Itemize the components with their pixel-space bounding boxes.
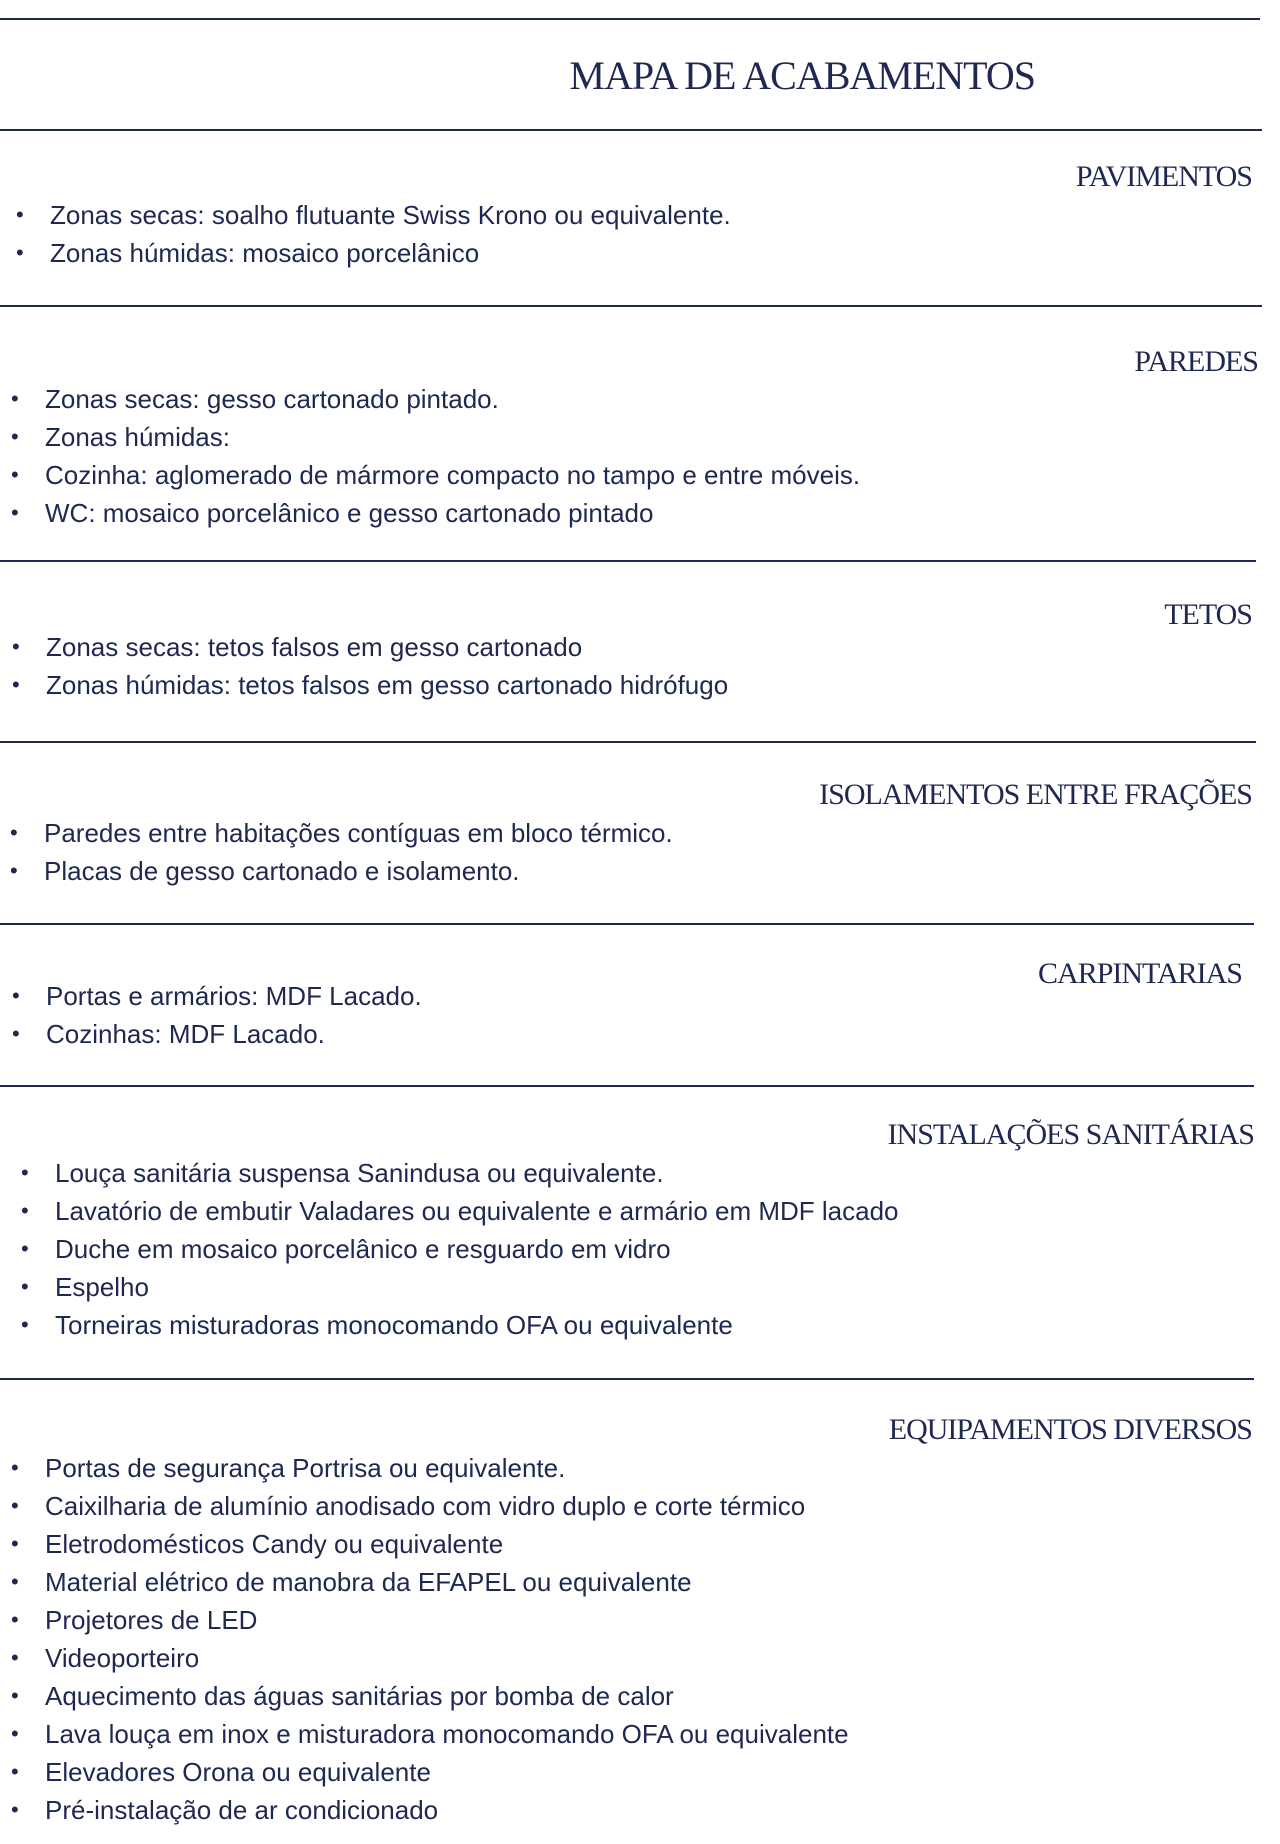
list-item: • Zonas húmidas: mosaico porcelânico: [50, 234, 731, 272]
list-item: • Elevadores Orona ou equivalente: [45, 1753, 849, 1791]
list-item: • Videoporteiro: [45, 1639, 849, 1677]
divider: [0, 129, 1262, 131]
list-item: • Espelho: [55, 1268, 899, 1306]
section-title-pavimentos: PAVIMENTOS: [1075, 160, 1252, 193]
section-title-paredes: PAREDES: [1134, 345, 1258, 378]
section-list-isolamentos: [44, 814, 673, 890]
list-item: • Material elétrico de manobra da EFAPEL ou equivalente: [45, 1563, 849, 1601]
divider: [0, 18, 1260, 20]
list-item: • Aquecimento das águas sanitárias por bomba de calor: [45, 1677, 849, 1715]
list-item: • Zonas secas: gesso cartonado pintado.: [45, 380, 860, 418]
list-item: • Louça sanitária suspensa Sanindusa ou equivalente.: [55, 1154, 899, 1192]
list-item: • Lavatório de embutir Valadares ou equivalente e armário em MDF lacado: [55, 1192, 899, 1230]
list-item: • Zonas secas: tetos falsos em gesso cartonado: [46, 628, 728, 666]
list-item: • Zonas húmidas:: [45, 418, 860, 456]
divider: [0, 923, 1254, 925]
list-item: • Paredes entre habitações contíguas em bloco térmico.: [44, 814, 673, 852]
section-title-instalacoes-sanitarias: INSTALAÇÕES SANITÁRIAS: [887, 1118, 1254, 1151]
list-item: • Cozinha: aglomerado de mármore compacto no tampo e entre móveis.: [45, 456, 860, 494]
page-title: MAPA DE ACABAMENTOS: [569, 53, 1035, 98]
list-item: • Portas de segurança Portrisa ou equivalente.: [45, 1449, 849, 1487]
list-item: • Projetores de LED: [45, 1601, 849, 1639]
list-item: • Zonas húmidas: tetos falsos em gesso cartonado hidrófugo: [46, 666, 728, 704]
section-title-carpintarias: CARPINTARIAS: [1038, 957, 1242, 990]
list-item: • Caixilharia de alumínio anodisado com vidro duplo e corte térmico: [45, 1487, 849, 1525]
section-list-carpintarias: [46, 977, 422, 1053]
section-list-pavimentos: [50, 196, 731, 272]
section-title-equipamentos-diversos: EQUIPAMENTOS DIVERSOS: [888, 1413, 1252, 1446]
section-list-tetos: [46, 628, 728, 704]
list-item: • Torneiras misturadoras monocomando OFA ou equivalente: [55, 1306, 899, 1344]
list-item: • Duche em mosaico porcelânico e resguardo em vidro: [55, 1230, 899, 1268]
list-item: • Zonas secas: soalho flutuante Swiss Krono ou equivalente.: [50, 196, 731, 234]
divider: [0, 741, 1256, 743]
divider: [0, 305, 1262, 307]
divider: [0, 560, 1256, 562]
divider: [0, 1085, 1254, 1087]
list-item: • WC: mosaico porcelânico e gesso cartonado pintado: [45, 494, 860, 532]
list-item: • Cozinhas: MDF Lacado.: [46, 1015, 422, 1053]
section-title-tetos: TETOS: [1164, 598, 1252, 631]
section-list-equipamentos-diversos: [45, 1449, 849, 1829]
section-list-paredes: [45, 380, 860, 532]
section-list-instalacoes-sanitarias: [55, 1154, 899, 1344]
list-item: • Lava louça em inox e misturadora monocomando OFA ou equivalente: [45, 1715, 849, 1753]
list-item: • Portas e armários: MDF Lacado.: [46, 977, 422, 1015]
list-item: • Pré-instalação de ar condicionado: [45, 1791, 849, 1829]
section-title-isolamentos: ISOLAMENTOS ENTRE FRAÇÕES: [819, 778, 1252, 811]
divider: [0, 1378, 1254, 1380]
list-item: • Eletrodomésticos Candy ou equivalente: [45, 1525, 849, 1563]
list-item: • Placas de gesso cartonado e isolamento.: [44, 852, 673, 890]
